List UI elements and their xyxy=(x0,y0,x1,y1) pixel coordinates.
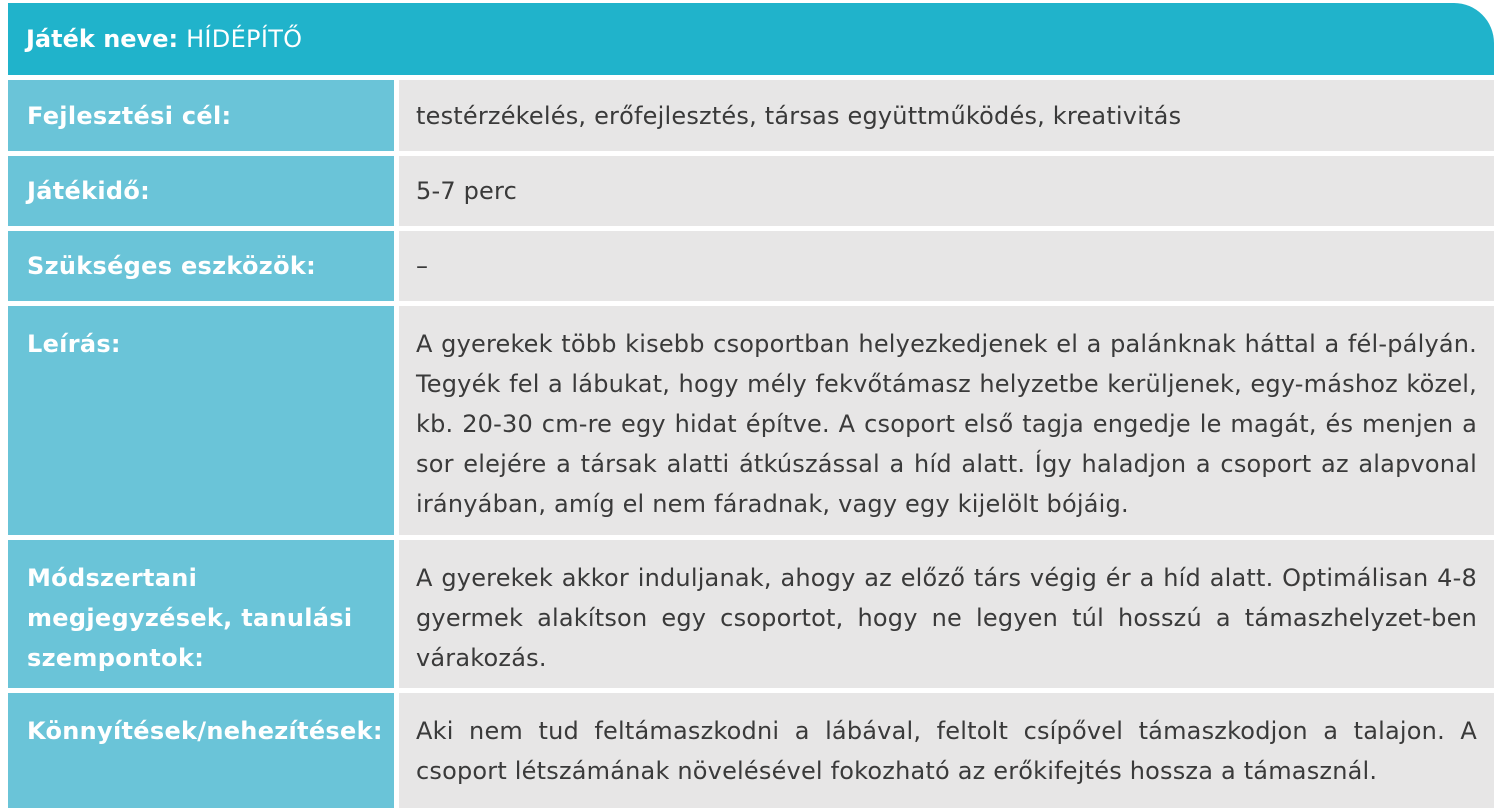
game-name-label: Játék neve: xyxy=(26,25,179,53)
row-description xyxy=(8,306,1494,535)
game-card xyxy=(8,3,1494,808)
row-required-equipment xyxy=(8,231,1494,301)
description-label: Leírás: xyxy=(8,306,394,535)
variations-value: Aki nem tud feltámaszkodni a lábával, feltolt csípővel támaszkodjon a talajon. A csoport létszámának növelésével fokozható az erőkifejtés hossza a támasznál. xyxy=(399,693,1494,808)
development-goal-label: Fejlesztési cél: xyxy=(8,80,394,151)
play-time-label: Játékidő: xyxy=(8,156,394,226)
row-development-goal xyxy=(8,80,1494,151)
game-name-value: HÍDÉPÍTŐ xyxy=(186,25,303,53)
row-methodology-notes xyxy=(8,540,1494,688)
row-variations xyxy=(8,693,1494,808)
required-equipment-label: Szükséges eszközök: xyxy=(8,231,394,301)
description-value: A gyerekek több kisebb csoportban helyezkedjenek el a palánknak háttal a fél-pályán. Tegyék fel a lábukat, hogy mély fekvőtámasz helyzetbe kerüljenek, egy-máshoz közel, kb. 20-30 cm-re egy hidat építve. A csoport első tagja engedje le magát, és menjen a sor elejére a társak alatti átkúszással a híd alatt. Így haladjon a csoport az alapvonal irányában, amíg el nem fáradnak, vagy egy kijelölt bójáig. xyxy=(399,306,1494,535)
row-play-time xyxy=(8,156,1494,226)
variations-label: Könnyítések/nehezítések: xyxy=(8,693,394,808)
development-goal-value: testérzékelés, erőfejlesztés, társas együttműködés, kreativitás xyxy=(399,80,1494,151)
methodology-notes-value: A gyerekek akkor induljanak, ahogy az előző társ végig ér a híd alatt. Optimálisan 4-8 gyermek alakítson egy csoportot, hogy ne legyen túl hosszú a támaszhelyzet-ben várakozás. xyxy=(399,540,1494,688)
play-time-value: 5-7 perc xyxy=(399,156,1494,226)
methodology-notes-label: Módszertani megjegyzések, tanulási szempontok: xyxy=(8,540,394,688)
required-equipment-value: – xyxy=(399,231,1494,301)
game-title-bar xyxy=(8,3,1494,75)
